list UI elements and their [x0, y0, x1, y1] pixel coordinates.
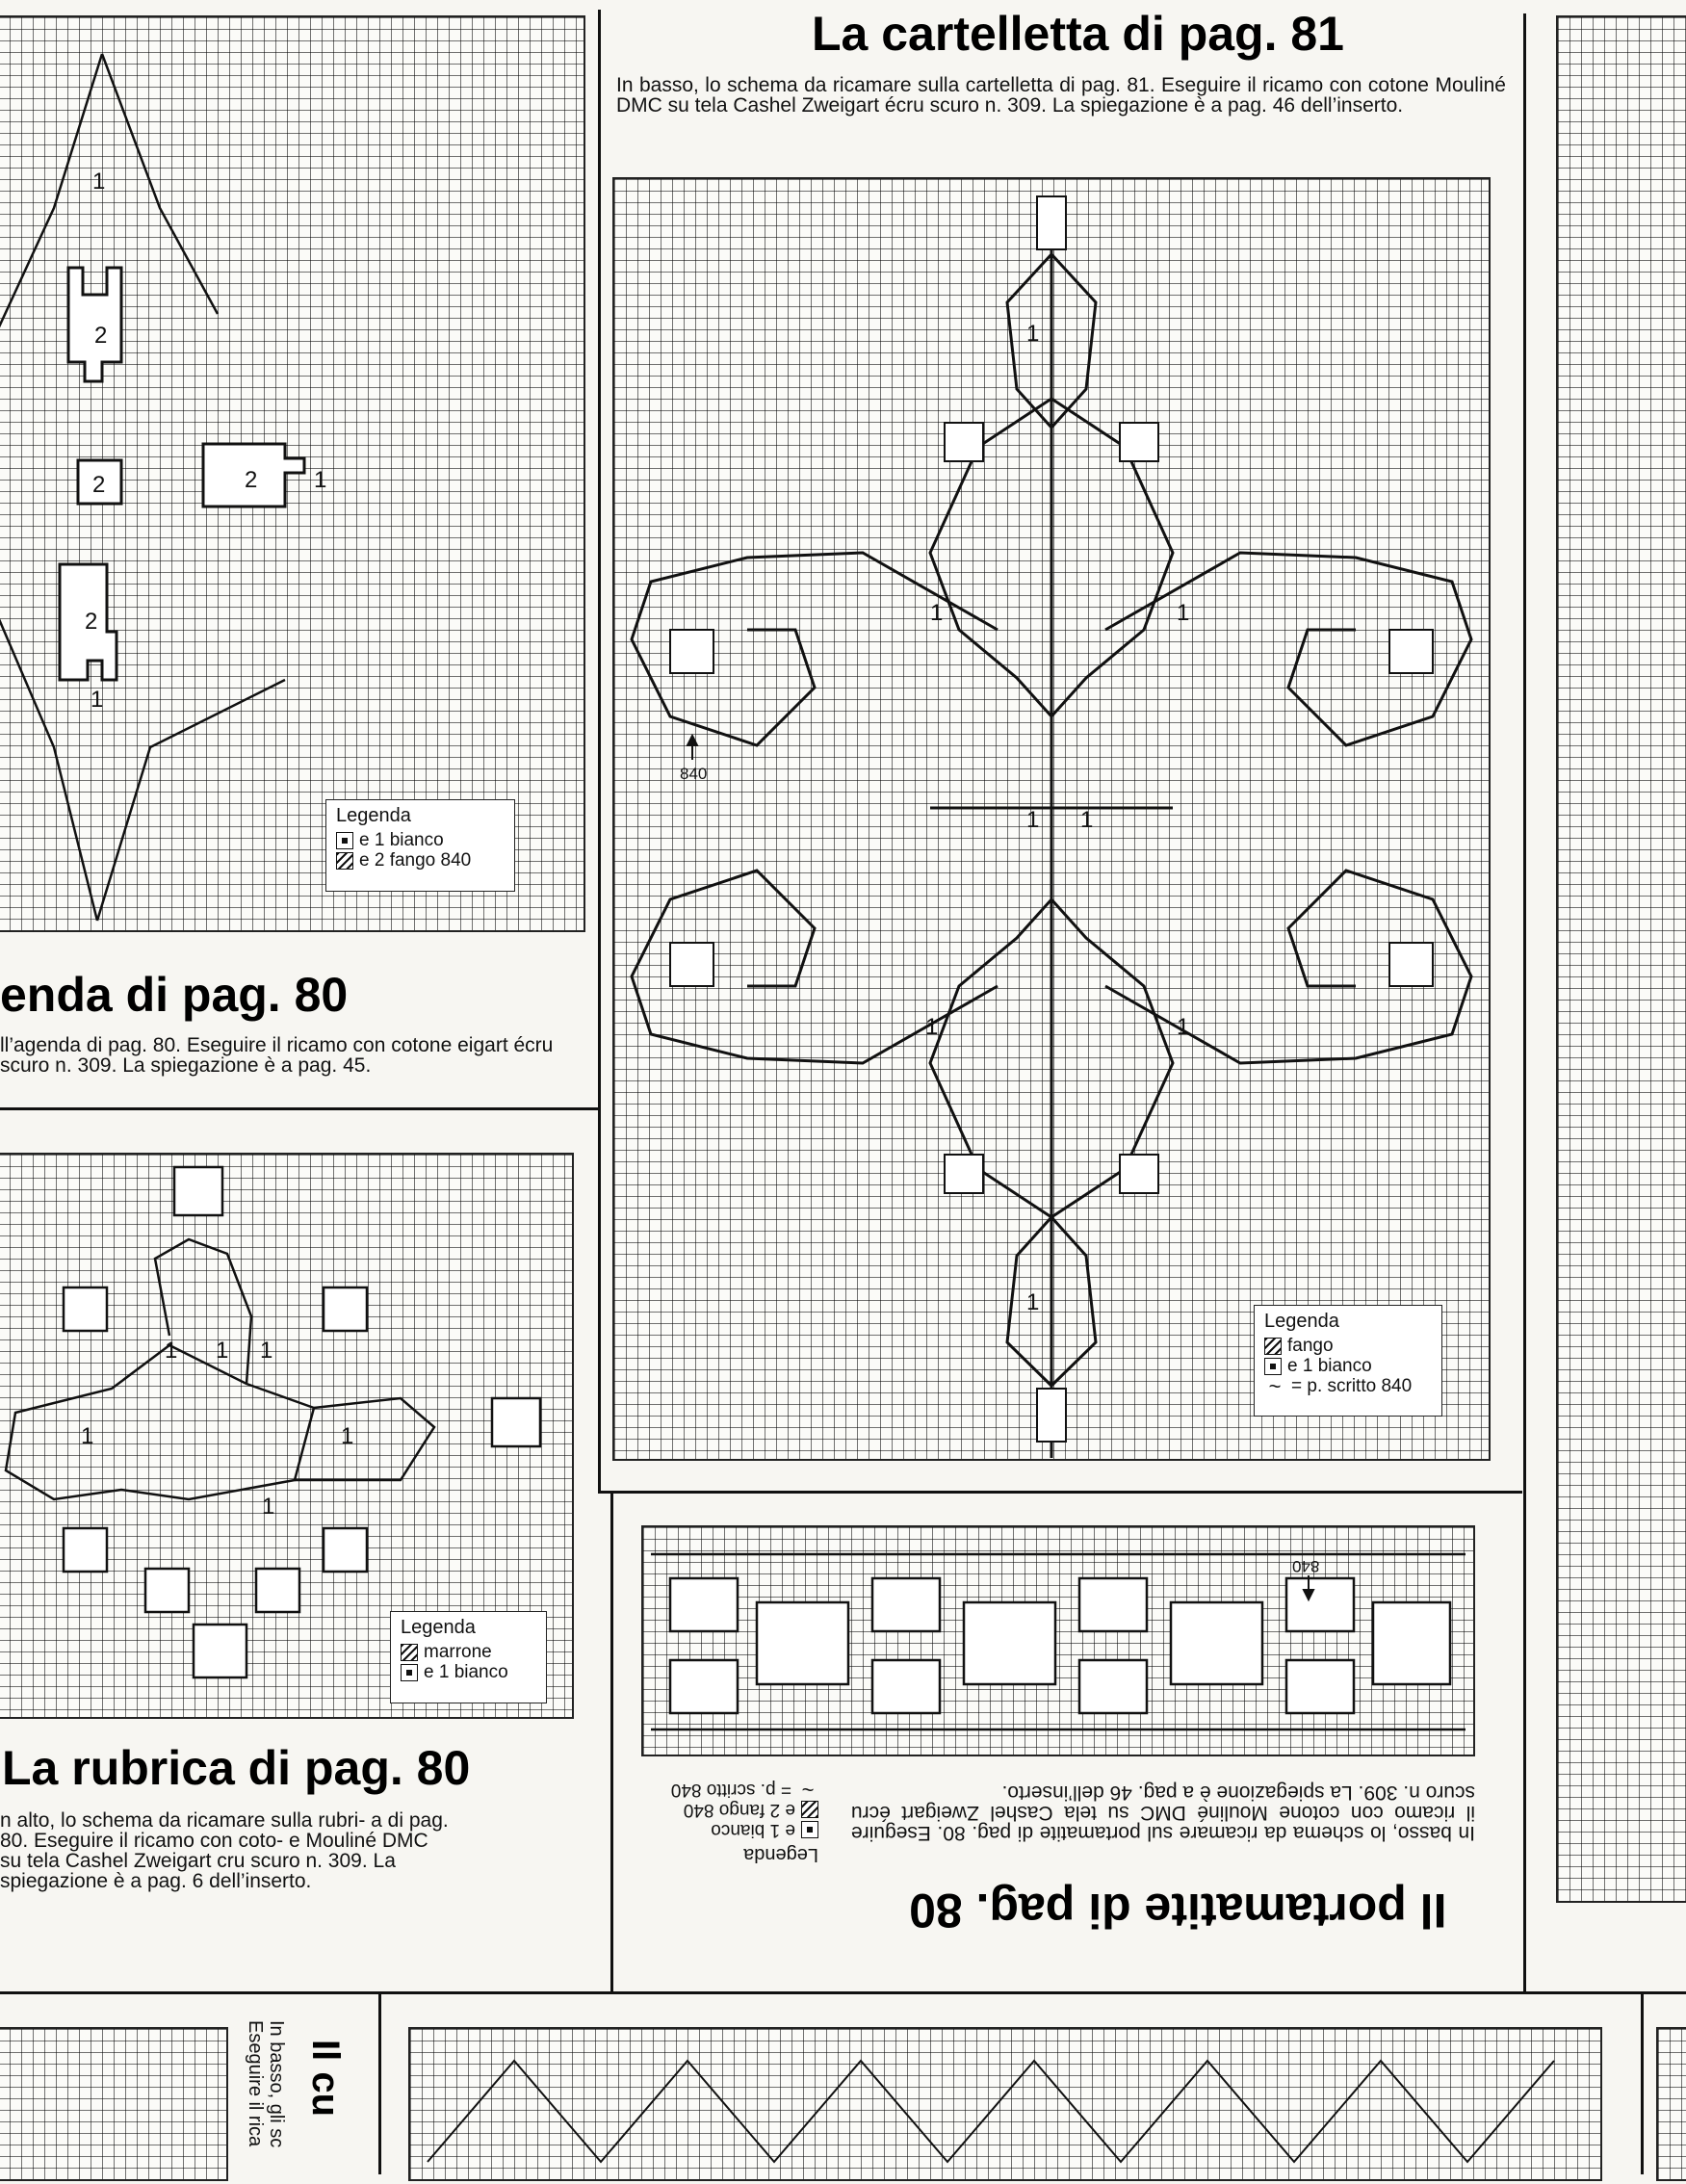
rubrica-chart-label: 1 [260, 1338, 273, 1364]
rubrica-leaf [295, 1398, 434, 1480]
agenda-chart-label: 1 [91, 687, 104, 713]
legend-title: Legenda [1264, 1311, 1339, 1332]
rubrica-leaf [6, 1345, 314, 1499]
divider-right-column [1523, 13, 1526, 1994]
hatch-icon [401, 1644, 418, 1661]
legend-title: Legenda [336, 805, 411, 826]
legend-row: e 2 fango 840 [336, 850, 505, 871]
motif-top [1037, 196, 1066, 249]
rubrica-title: La rubrica di pag. 80 [2, 1741, 471, 1795]
zigzag-pattern [428, 2061, 1554, 2162]
rubrica-motif [256, 1569, 299, 1612]
motif-ll-inner [945, 1155, 983, 1193]
portamatite-motif [1171, 1602, 1262, 1684]
legend-row: e 1 bianco [1264, 1356, 1432, 1376]
divider-agenda-rubrica [0, 1107, 598, 1110]
rubrica-description: n alto, lo schema da ricamare sulla rubri- a di pag. 80. Eseguire il ricamo con coto- e Mouliné DMC su tela Cashel Zweigart cru scuro n. 309. La spiegazione è a pag. 6 dell’inserto. [0, 1809, 449, 1892]
rubrica-legend [390, 1611, 547, 1703]
cartelletta-chart-label: 1 [1026, 807, 1040, 833]
rubrica-motif [174, 1167, 222, 1215]
cartelletta-chart-label: 1 [1177, 600, 1190, 626]
portamatite-motif [670, 1660, 738, 1713]
agenda-legend [325, 799, 515, 892]
motif-upper-right [1389, 630, 1433, 673]
agenda-chart [0, 15, 585, 932]
portamatite-description: In basso, lo schema da ricamare sul portamatite di pag. 80. Eseguire il ricamo con cotone Mouliné DMC su tela Cashel Zweigart écru scuro n. 309. La spiegazione è a pag. 46 dell’inserto. [851, 1781, 1475, 1844]
legend-row: marrone [401, 1642, 536, 1662]
tilde-icon: ~ [801, 1778, 815, 1802]
tilde-icon: ~ [1268, 1374, 1282, 1398]
side-strip-chart-grid [1556, 15, 1686, 1903]
legend-row: ~ = p. scritto 840 [1264, 1376, 1432, 1396]
dot-icon [401, 1664, 418, 1681]
rubrica-motif [64, 1287, 107, 1331]
motif-upper-left [670, 630, 713, 673]
bottom-right-chart-grid [1656, 2027, 1686, 2181]
bottom-strip-chart [408, 2027, 1602, 2167]
cartelletta-chart-label: 1 [1026, 1289, 1040, 1315]
agenda-description: ll’agenda di pag. 80. Eseguire il ricamo con cotone eigart écru scuro n. 309. La spiegazione è a pag. 45. [0, 1034, 554, 1077]
legend-title: Legenda [401, 1617, 476, 1638]
divider-portamatite-left [610, 1494, 613, 1994]
portamatite-title: Il portamatite di pag. 80 [909, 1884, 1447, 1937]
cartelletta-arrow-label: 840 [680, 765, 708, 783]
cartelletta-chart-label: 1 [930, 600, 944, 626]
legend-row: ~ = p. scritto 840 [632, 1780, 818, 1800]
rubrica-motif [194, 1625, 246, 1677]
legend-row: e 1 bianco [336, 830, 505, 850]
agenda-star-arm [0, 54, 102, 333]
portamatite-motif [1286, 1578, 1354, 1631]
dot-icon [1264, 1358, 1282, 1375]
divider-bottom-left [378, 1991, 381, 2174]
rubrica-chart-label: 1 [81, 1423, 94, 1449]
portamatite-motif [1373, 1602, 1450, 1684]
rubrica-chart-label: 1 [341, 1423, 354, 1449]
legend-row: fango [1264, 1336, 1432, 1356]
cuscino-description: In basso, gli sc Eseguire il rica [245, 2020, 287, 2148]
hatch-icon [801, 1802, 818, 1819]
portamatite-motif [872, 1660, 940, 1713]
hatch-icon [336, 852, 353, 870]
portamatite-motif [757, 1602, 848, 1684]
agenda-title: enda di pag. 80 [0, 968, 349, 1022]
motif-lower-left [670, 943, 713, 986]
divider-bottom-band [0, 1991, 1686, 1994]
portamatite-motif [872, 1578, 940, 1631]
agenda-chart-label: 2 [94, 323, 108, 349]
motif-lower-right [1389, 943, 1433, 986]
divider-vertical-center [598, 10, 601, 1493]
motif-bottom [1037, 1389, 1066, 1442]
cartelletta-chart-label: 1 [1026, 321, 1040, 347]
portamatite-motif [1079, 1578, 1147, 1631]
rubrica-chart-label: 1 [165, 1338, 178, 1364]
hatch-icon [1264, 1338, 1282, 1355]
rubrica-motif [324, 1528, 367, 1572]
divider-bottom-right [1641, 1991, 1644, 2174]
agenda-chart-label: 1 [314, 467, 327, 493]
legend-title: Legenda [743, 1844, 818, 1865]
rubrica-motif [324, 1287, 367, 1331]
motif-ur-inner [1120, 423, 1158, 461]
dot-icon [336, 832, 353, 849]
agenda-chart-label: 2 [245, 467, 258, 493]
rubrica-chart-label: 1 [262, 1494, 275, 1520]
agenda-star-arm [97, 680, 285, 921]
portamatite-motif [1286, 1660, 1354, 1713]
cuscino-chart-grid [0, 2027, 228, 2181]
portamatite-motif [1079, 1660, 1147, 1713]
portamatite-legend [622, 1772, 828, 1870]
legend-row: e 2 fango 840 [632, 1800, 818, 1820]
portamatite-arrow-label: 840 [1292, 1557, 1320, 1575]
divider-cartelletta-bottom [598, 1491, 1522, 1494]
rubrica-chart-label: 1 [216, 1338, 229, 1364]
agenda-chart-label: 2 [85, 609, 98, 635]
cartelletta-title: La cartelletta di pag. 81 [812, 7, 1344, 61]
agenda-chart-label: 1 [92, 169, 106, 195]
cartelletta-chart-label: 1 [925, 1014, 939, 1040]
motif-lr-inner [1120, 1155, 1158, 1193]
legend-row: e 1 bianco [632, 1820, 818, 1840]
portamatite-motif [964, 1602, 1055, 1684]
portamatite-chart [641, 1525, 1475, 1756]
legend-row: e 1 bianco [401, 1662, 536, 1682]
cartelletta-legend [1254, 1305, 1442, 1417]
rubrica-motif [492, 1398, 540, 1446]
dot-icon [801, 1822, 818, 1839]
rubrica-motif [64, 1528, 107, 1572]
rubrica-motif [145, 1569, 189, 1612]
cartelletta-fleur-de-lis-chart [612, 177, 1491, 1461]
agenda-chart-label: 2 [92, 472, 106, 498]
cartelletta-description: In basso, lo schema da ricamare sulla cartelletta di pag. 81. Eseguire il ricamo con cotone Mouliné DMC su tela Cashel Zweigart écru scuro n. 309. La spiegazione è a pag. 46 dell’inserto. [616, 74, 1506, 117]
motif-ul-inner [945, 423, 983, 461]
cuscino-title: Il cu [304, 2040, 347, 2118]
cartelletta-chart-label: 1 [1177, 1014, 1190, 1040]
cartelletta-chart-label: 1 [1080, 807, 1094, 833]
portamatite-motif [670, 1578, 738, 1631]
